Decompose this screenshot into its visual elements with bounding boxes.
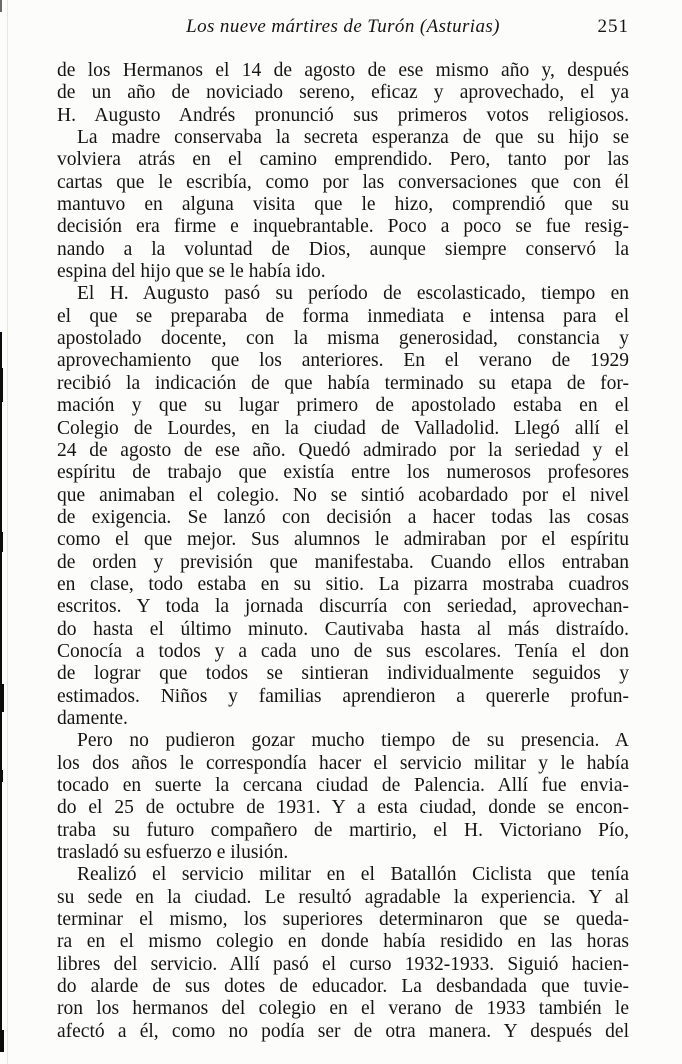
text-line: como el que mejor. Sus alumnos le admiraban por el espíritu — [57, 529, 629, 551]
scan-edge-mark — [0, 684, 4, 712]
text-block — [57, 60, 629, 1043]
text-line: damente. — [57, 707, 128, 729]
text-line: de los Hermanos el 14 de agosto de ese mismo año y, después — [57, 60, 629, 81]
text-line: terminar el mismo, los superiores determinaron que se queda- — [57, 909, 629, 931]
text-line: los dos años le correspondía hacer el servicio militar y le había — [57, 752, 629, 774]
text-line: La madre conservaba la secreta esperanza de que su hijo se — [77, 127, 629, 149]
text-line: recibió la indicación de que había terminado su etapa de for- — [57, 372, 629, 394]
text-line: de lograr que todos se sintieran individualmente seguidos y — [57, 663, 629, 685]
text-line: apostolado docente, con la misma generosidad, constancia y — [57, 328, 629, 350]
scan-edge-shadow — [7, 0, 8, 1064]
text-line: afectó a él, como no podía ser de otra manera. Y después del — [57, 1020, 629, 1042]
page-number: 251 — [597, 16, 629, 37]
text-line: do hasta el último minuto. Cautivaba hasta al más distraído. — [57, 618, 629, 640]
text-line: libres del servicio. Allí pasó el curso 1932-1933. Siguió hacien- — [57, 953, 629, 975]
text-line: Realizó el servicio militar en el Batallón Ciclista que tenía — [77, 864, 629, 886]
paragraph — [57, 864, 629, 1043]
text-line: de orden y previsión que manifestaba. Cuando ellos entraban — [57, 551, 629, 573]
text-line: nando a la voluntad de Dios, aunque siempre conservó la — [57, 238, 629, 260]
text-line: Pero no pudieron gozar mucho tiempo de su presencia. A — [77, 730, 629, 752]
text-line: espíritu de trabajo que existía entre los numerosos profesores — [57, 462, 629, 484]
scan-edge-mark — [0, 532, 3, 552]
text-line: de un año de noviciado sereno, eficaz y aprovechado, el ya — [57, 82, 629, 104]
text-line: mación y que su lugar primero de apostolado estaba en el — [57, 395, 629, 417]
text-line: tocado en suerte la cercana ciudad de Palencia. Allí fue envia- — [57, 775, 629, 796]
text-line: que animaban el colegio. No se sintió acobardado por el nivel — [57, 484, 629, 506]
paragraph — [57, 283, 629, 730]
text-line: do el 25 de octubre de 1931. Y a esta ciudad, donde se encon- — [57, 797, 629, 819]
text-line: aprovechamiento que los anteriores. En el verano de 1929 — [57, 350, 629, 372]
text-line: trasladó su esfuerzo e ilusión. — [57, 842, 289, 864]
text-line: de exigencia. Se lanzó con decisión a hacer todas las cosas — [57, 506, 629, 528]
paragraph — [57, 127, 629, 283]
running-header — [57, 16, 629, 40]
paragraph — [57, 60, 629, 127]
text-line: su sede en la ciudad. Le resultó agradable la experiencia. Y al — [57, 886, 629, 908]
scan-edge-mark — [0, 368, 3, 402]
text-line: escritos. Y toda la jornada discurría con seriedad, aprovechan- — [57, 596, 629, 618]
text-line: espina del hijo que se le había ido. — [57, 261, 326, 283]
text-line: do alarde de sus dotes de educador. La desbandada que tuvie- — [57, 976, 629, 998]
text-line: H. Augusto Andrés pronunció sus primeros votos religiosos. — [57, 104, 629, 126]
text-line: estimados. Niños y familias aprendieron a quererle profun- — [57, 685, 629, 707]
text-line: 24 de agosto de ese año. Quedó admirado por la seriedad y el — [57, 439, 629, 461]
text-line: mantuvo en alguna visita que le hizo, comprendió que su — [57, 194, 629, 216]
paragraph — [57, 730, 629, 864]
text-line: El H. Augusto pasó su período de escolasticado, tiempo en — [77, 283, 629, 305]
running-title: Los nueve mártires de Turón (Asturias) — [186, 16, 500, 37]
text-line: ra en el mismo colegio en donde había residido en las horas — [57, 931, 629, 953]
text-line: Colegio de Lourdes, en la ciudad de Valladolid. Llegó allí el — [57, 417, 629, 439]
text-line: en clase, todo estaba en su sitio. La pizarra mostraba cuadros — [57, 573, 629, 595]
text-line: cartas que le escribía, como por las conversaciones que con él — [57, 171, 629, 193]
text-line: traba su futuro compañero de martirio, el H. Victoriano Pío, — [57, 819, 629, 841]
text-line: volviera atrás en el camino emprendido. Pero, tanto por las — [57, 149, 629, 171]
scan-edge-mark — [0, 1030, 4, 1052]
text-line: ron los hermanos del colegio en el verano de 1933 también le — [57, 998, 629, 1020]
scan-edge-mark — [0, 0, 2, 12]
scan-edge-mark — [0, 770, 3, 782]
text-line: el que se preparaba de forma inmediata e intensa para el — [57, 305, 629, 327]
text-line: Conocía a todos y a cada uno de sus escolares. Tenía el don — [57, 640, 629, 662]
text-line: decisión era firme e inquebrantable. Poco a poco se fue resig- — [57, 216, 629, 238]
